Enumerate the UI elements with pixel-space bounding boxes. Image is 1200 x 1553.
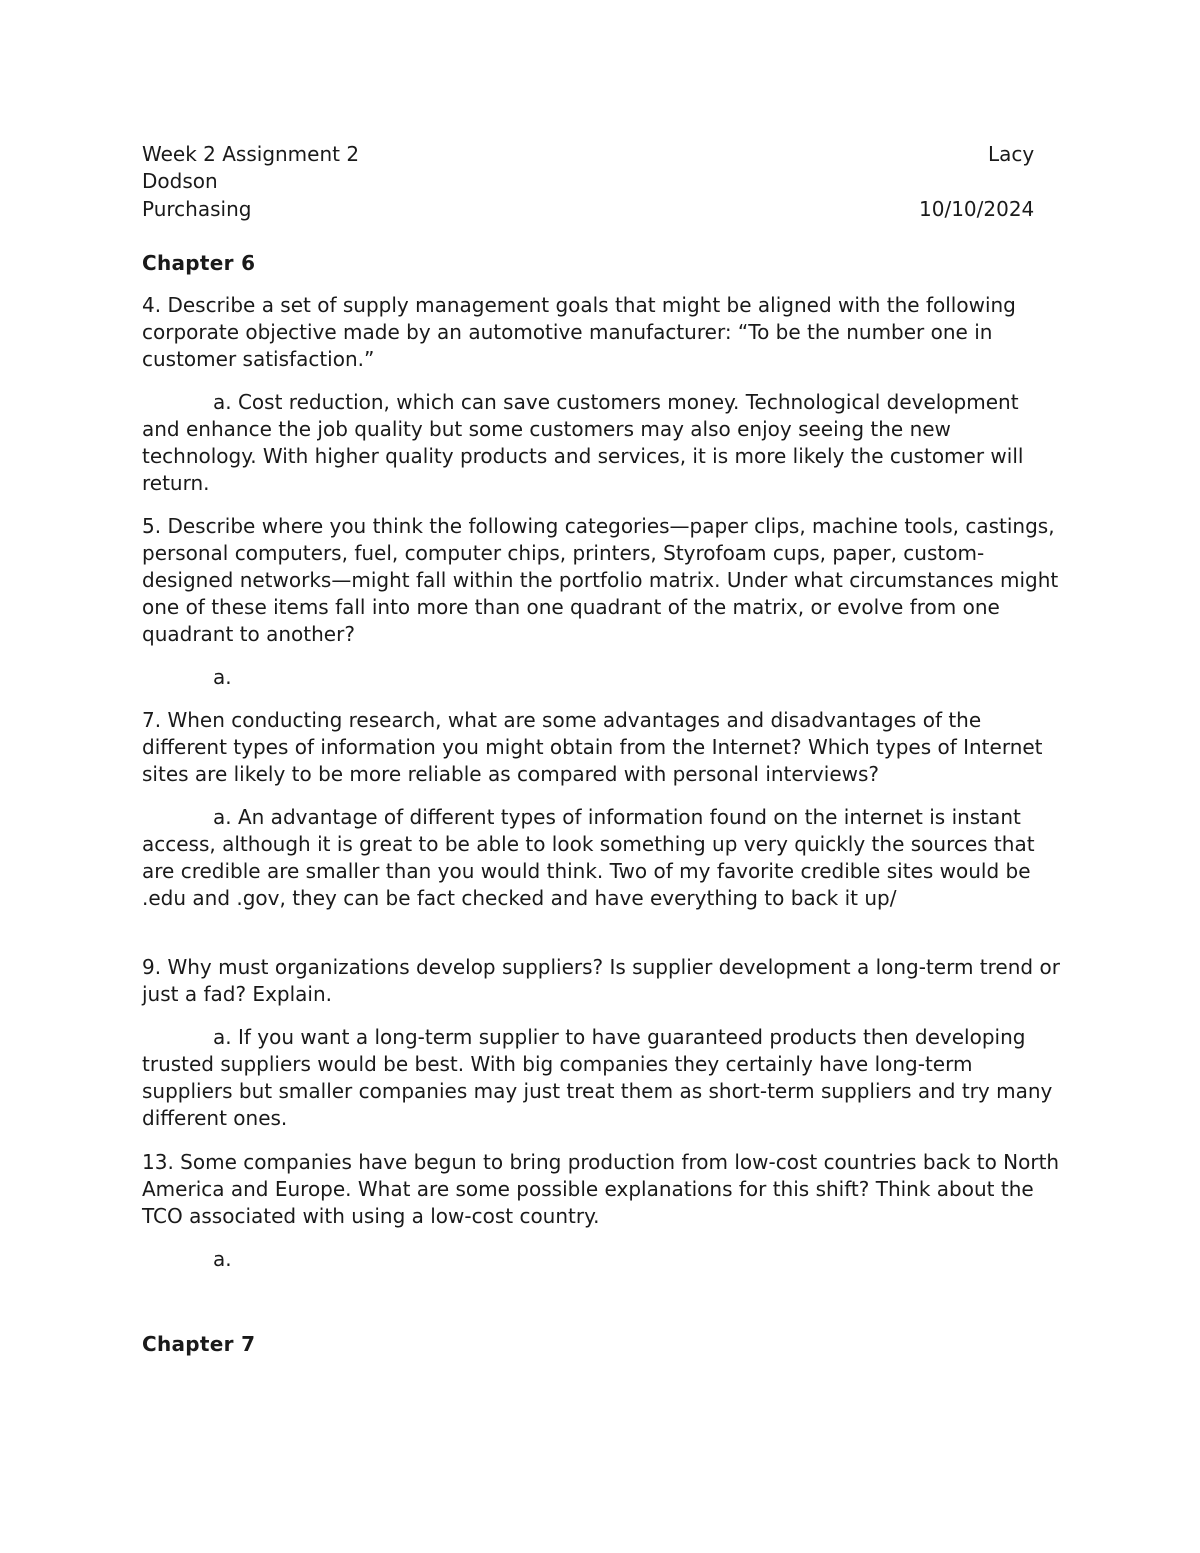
- author-first-name: Lacy: [988, 142, 1035, 166]
- question-5: 5. Describe where you think the following categories—paper clips, machine tools, castings, personal computers, fuel, computer chips, printers, Styrofoam cups, paper, custom-designed networks—might fall within the portfolio matrix. Under what circumstances might one of these items fall into more than one quadrant of the matrix, or evolve from one quadrant to another?: [142, 514, 1059, 646]
- document-date: 10/10/2024: [919, 197, 1035, 221]
- question-13: 13. Some companies have begun to bring production from low-cost countries back to North America and Europe. What are some possible explanations for this shift? Think about the TCO associated with using a low-cost country.: [142, 1150, 1060, 1228]
- assignment-title: Week 2 Assignment 2: [142, 142, 360, 166]
- answer-4: a. Cost reduction, which can save customers money. Technological development and enhance the job quality but some customers may also enjoy seeing the new technology. With higher quality products and services, it is more likely the customer will return.: [142, 390, 1024, 495]
- answer-7: a. An advantage of different types of information found on the internet is instant access, although it is great to be able to look something up very quickly the sources that are credible are smaller than you would think. Two of my favorite credible sites would be .edu and .gov, they can be fact checked and have everything to back it up/: [142, 805, 1035, 910]
- question-9: 9. Why must organizations develop suppliers? Is supplier development a long-term trend or just a fad? Explain.: [142, 955, 1060, 1006]
- course-name: Purchasing: [142, 197, 252, 221]
- answer-5: a.: [213, 665, 232, 689]
- answer-9: a. If you want a long-term supplier to have guaranteed products then developing trusted suppliers would be best. With big companies they certainly have long-term suppliers but smaller companies may just treat them as short-term suppliers and try many different ones.: [142, 1025, 1053, 1130]
- answer-13: a.: [213, 1247, 232, 1271]
- question-4: 4. Describe a set of supply management goals that might be aligned with the following corporate objective made by an automotive manufacturer: “To be the number one in customer satisfaction.”: [142, 293, 1016, 371]
- chapter-6-heading: Chapter 6: [142, 251, 256, 275]
- author-last-name: Dodson: [142, 169, 218, 193]
- question-7: 7. When conducting research, what are some advantages and disadvantages of the different types of information you might obtain from the Internet? Which types of Internet sites are likely to be more reliable as compared with personal interviews?: [142, 708, 1043, 786]
- chapter-7-heading: Chapter 7: [142, 1332, 256, 1356]
